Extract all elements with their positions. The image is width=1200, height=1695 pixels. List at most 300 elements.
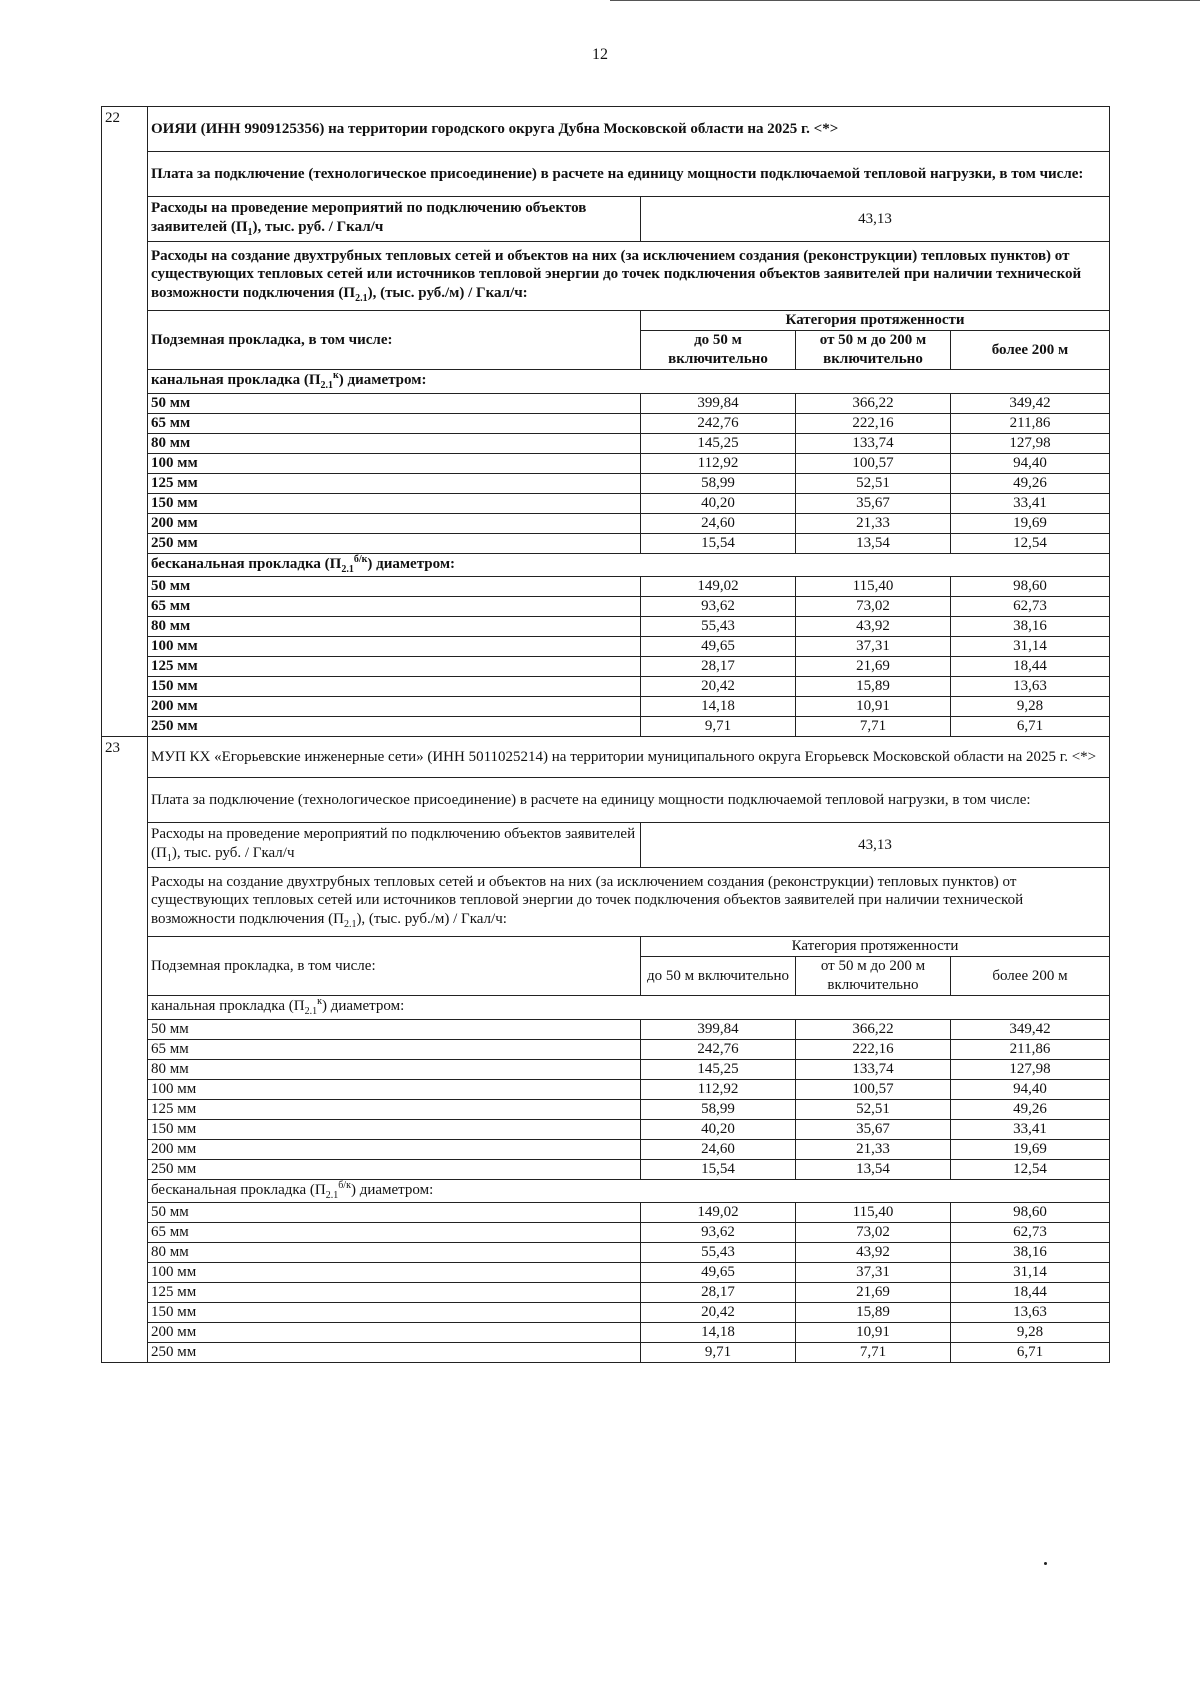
table-row bbox=[102, 1343, 1110, 1363]
value-text: 43,92 bbox=[856, 1244, 890, 1261]
diameter-cell bbox=[148, 1343, 641, 1363]
value-cell bbox=[796, 1139, 951, 1159]
value-text: 55,43 bbox=[701, 618, 735, 635]
value-cell bbox=[951, 697, 1110, 717]
value-cell bbox=[796, 413, 951, 433]
value-text: 222,16 bbox=[852, 414, 894, 431]
value-text: 349,42 bbox=[1009, 394, 1051, 411]
value-cell bbox=[796, 533, 951, 553]
value-text: 12,54 bbox=[1013, 534, 1047, 551]
value-cell bbox=[641, 1303, 796, 1323]
value-cell bbox=[951, 1059, 1110, 1079]
value-text: 35,67 bbox=[856, 494, 890, 511]
diameter-text: 125 мм bbox=[151, 1284, 197, 1301]
table-row bbox=[102, 393, 1110, 413]
value-text: 58,99 bbox=[701, 474, 735, 491]
value-text: 31,14 bbox=[1013, 638, 1047, 655]
value-cell bbox=[951, 617, 1110, 637]
group-label-part: ) диаметром: bbox=[338, 372, 427, 388]
category-row bbox=[102, 311, 1110, 331]
value-cell bbox=[951, 1323, 1110, 1343]
p1-subscript: 1 bbox=[247, 226, 253, 238]
group-superscript: б/к bbox=[338, 1179, 351, 1191]
value-cell bbox=[796, 513, 951, 533]
diameter-text: 125 мм bbox=[151, 1100, 197, 1117]
diameter-cell bbox=[148, 513, 641, 533]
diameter-cell bbox=[148, 637, 641, 657]
value-cell bbox=[951, 1283, 1110, 1303]
diameter-text: 65 мм bbox=[151, 598, 191, 615]
value-cell bbox=[641, 1139, 796, 1159]
value-text: 15,89 bbox=[856, 678, 890, 695]
diameter-text: 80 мм bbox=[151, 434, 191, 451]
diameter-text: 80 мм bbox=[151, 1244, 189, 1261]
value-text: 52,51 bbox=[856, 474, 890, 491]
section-header-row bbox=[102, 737, 1110, 778]
value-cell bbox=[951, 1159, 1110, 1179]
tariff-table bbox=[101, 106, 1110, 1363]
value-text: 145,25 bbox=[697, 434, 739, 451]
column-header bbox=[951, 957, 1110, 996]
value-cell bbox=[641, 1019, 796, 1039]
value-text: 18,44 bbox=[1013, 1284, 1047, 1301]
table-row bbox=[102, 1079, 1110, 1099]
nochannel-group-label bbox=[148, 1179, 1110, 1203]
diameter-cell bbox=[148, 1243, 641, 1263]
fee-description-text: Плата за подключение (технологическое присоединение) в расчете на единицу мощности подключаемой тепловой нагрузки, в том числе: bbox=[151, 791, 1031, 808]
value-cell bbox=[641, 493, 796, 513]
value-text: 349,42 bbox=[1009, 1020, 1051, 1037]
value-text: 112,92 bbox=[697, 454, 739, 471]
value-text: 9,71 bbox=[704, 1344, 732, 1361]
group-row bbox=[102, 553, 1110, 577]
value-text: 13,63 bbox=[1013, 1304, 1047, 1321]
category-header bbox=[641, 937, 1110, 957]
value-cell bbox=[796, 493, 951, 513]
diameter-cell bbox=[148, 1283, 641, 1303]
value-text: 10,91 bbox=[856, 1324, 890, 1341]
value-text: 10,91 bbox=[856, 698, 890, 715]
value-cell bbox=[796, 677, 951, 697]
diameter-text: 65 мм bbox=[151, 414, 191, 431]
nochannel-group-label bbox=[148, 553, 1110, 577]
table-row bbox=[102, 453, 1110, 473]
diameter-text: 200 мм bbox=[151, 1324, 197, 1341]
value-text: 73,02 bbox=[856, 598, 890, 615]
category-header-text: Категория протяженности bbox=[785, 312, 965, 329]
diameter-text: 200 мм bbox=[151, 698, 198, 715]
table-row bbox=[102, 1263, 1110, 1283]
diameter-cell bbox=[148, 1323, 641, 1343]
diameter-cell bbox=[148, 1059, 641, 1079]
p1-label bbox=[148, 823, 641, 868]
diameter-cell bbox=[148, 717, 641, 737]
value-cell bbox=[951, 1203, 1110, 1223]
table-row bbox=[102, 493, 1110, 513]
table-row bbox=[102, 637, 1110, 657]
table-row bbox=[102, 717, 1110, 737]
value-cell bbox=[641, 637, 796, 657]
value-cell bbox=[796, 1099, 951, 1119]
diameter-text: 100 мм bbox=[151, 638, 198, 655]
group-superscript: к bbox=[333, 370, 339, 381]
diameter-text: 200 мм bbox=[151, 1140, 197, 1157]
value-text: 12,54 bbox=[1013, 1160, 1047, 1177]
table-row bbox=[102, 1119, 1110, 1139]
diameter-text: 50 мм bbox=[151, 1020, 189, 1037]
value-cell bbox=[796, 393, 951, 413]
value-text: 13,54 bbox=[856, 534, 890, 551]
underground-label bbox=[148, 937, 641, 996]
value-cell bbox=[951, 1099, 1110, 1119]
value-text: 149,02 bbox=[697, 1204, 739, 1221]
diameter-cell bbox=[148, 1263, 641, 1283]
diameter-text: 50 мм bbox=[151, 394, 191, 411]
value-text: 13,63 bbox=[1013, 678, 1047, 695]
table-row bbox=[102, 1243, 1110, 1263]
value-text: 37,31 bbox=[856, 638, 890, 655]
group-subscript: 2.1 bbox=[304, 1006, 318, 1017]
value-text: 55,43 bbox=[701, 1244, 735, 1261]
value-text: 38,16 bbox=[1013, 618, 1047, 635]
p1-row bbox=[102, 823, 1110, 868]
fee-description bbox=[148, 152, 1110, 197]
diameter-cell bbox=[148, 1159, 641, 1179]
value-cell bbox=[796, 617, 951, 637]
p2-description-part: ), (тыс. руб./м) / Гкал/ч: bbox=[367, 285, 528, 301]
value-text: 58,99 bbox=[701, 1100, 735, 1117]
p1-value-text: 43,13 bbox=[858, 836, 892, 853]
diameter-cell bbox=[148, 1019, 641, 1039]
value-text: 35,67 bbox=[856, 1120, 890, 1137]
value-cell bbox=[796, 1019, 951, 1039]
value-cell bbox=[641, 617, 796, 637]
diameter-text: 100 мм bbox=[151, 454, 198, 471]
value-text: 127,98 bbox=[1009, 1060, 1051, 1077]
value-cell bbox=[951, 533, 1110, 553]
value-text: 9,28 bbox=[1016, 698, 1044, 715]
p2-subscript: 2.1 bbox=[343, 919, 357, 930]
organization-title-text: ОИЯИ (ИНН 9909125356) на территории городского округа Дубна Московской области на 2025 г. <*> bbox=[151, 120, 839, 137]
fee-row bbox=[102, 778, 1110, 823]
value-text: 93,62 bbox=[701, 598, 735, 615]
table-row bbox=[102, 597, 1110, 617]
diameter-cell bbox=[148, 413, 641, 433]
diameter-text: 125 мм bbox=[151, 658, 198, 675]
value-text: 62,73 bbox=[1013, 598, 1047, 615]
diameter-text: 250 мм bbox=[151, 718, 198, 735]
group-label-part: бесканальная прокладка (П bbox=[151, 555, 342, 572]
value-text: 19,69 bbox=[1013, 514, 1047, 531]
diameter-text: 50 мм bbox=[151, 1204, 189, 1221]
diameter-cell bbox=[148, 677, 641, 697]
p2-description-part: Расходы на создание двухтрубных тепловых сетей и объектов на них (за исключением создания (реконструкции) тепловых пунктов) от существующих тепловых сетей или источников тепловой энергии до точек подключения объектов заявителей при наличии технической возможности подключения (П bbox=[151, 873, 1024, 927]
value-cell bbox=[796, 1303, 951, 1323]
value-cell bbox=[951, 597, 1110, 617]
value-cell bbox=[796, 453, 951, 473]
value-cell bbox=[796, 1159, 951, 1179]
p1-value-text: 43,13 bbox=[858, 210, 892, 227]
diameter-text: 65 мм bbox=[151, 1224, 189, 1241]
page-number: 12 bbox=[592, 46, 608, 63]
p1-label-part: Расходы на проведение мероприятий по подключению объектов заявителей (П bbox=[151, 825, 636, 861]
value-text: 7,71 bbox=[859, 1344, 887, 1361]
p2-description bbox=[148, 868, 1110, 937]
diameter-text: 50 мм bbox=[151, 578, 191, 595]
p1-label bbox=[148, 197, 641, 242]
column-header-text: до 50 м включительно bbox=[668, 332, 768, 367]
diameter-cell bbox=[148, 1079, 641, 1099]
organization-title bbox=[148, 107, 1110, 152]
diameter-cell bbox=[148, 1099, 641, 1119]
value-cell bbox=[641, 577, 796, 597]
diameter-text: 150 мм bbox=[151, 1304, 197, 1321]
value-cell bbox=[796, 1203, 951, 1223]
table-row bbox=[102, 1323, 1110, 1343]
table-row bbox=[102, 1099, 1110, 1119]
group-subscript: 2.1 bbox=[341, 563, 354, 575]
value-text: 145,25 bbox=[697, 1060, 739, 1077]
value-cell bbox=[641, 1243, 796, 1263]
underground-label-text: Подземная прокладка, в том числе: bbox=[151, 957, 376, 974]
value-text: 62,73 bbox=[1013, 1224, 1047, 1241]
group-superscript: к bbox=[317, 996, 322, 1007]
table-row bbox=[102, 473, 1110, 493]
value-cell bbox=[641, 1323, 796, 1343]
value-text: 112,92 bbox=[697, 1080, 739, 1097]
value-text: 100,57 bbox=[852, 454, 894, 471]
value-cell bbox=[951, 1343, 1110, 1363]
value-text: 93,62 bbox=[701, 1224, 735, 1241]
table-row bbox=[102, 433, 1110, 453]
value-cell bbox=[951, 513, 1110, 533]
value-cell bbox=[641, 1099, 796, 1119]
value-cell bbox=[796, 577, 951, 597]
value-text: 222,16 bbox=[852, 1040, 894, 1057]
value-text: 6,71 bbox=[1016, 718, 1044, 735]
value-cell bbox=[641, 513, 796, 533]
column-header-text: более 200 м bbox=[991, 341, 1069, 358]
diameter-text: 65 мм bbox=[151, 1040, 189, 1057]
table-row bbox=[102, 1139, 1110, 1159]
top-rule bbox=[610, 0, 1200, 1]
value-text: 15,54 bbox=[701, 1160, 735, 1177]
value-cell bbox=[796, 597, 951, 617]
value-text: 9,28 bbox=[1016, 1324, 1044, 1341]
diameter-cell bbox=[148, 1303, 641, 1323]
value-cell bbox=[951, 677, 1110, 697]
value-cell bbox=[951, 717, 1110, 737]
value-text: 49,65 bbox=[701, 1264, 735, 1281]
value-cell bbox=[951, 433, 1110, 453]
value-cell bbox=[951, 1303, 1110, 1323]
channel-group-label bbox=[148, 996, 1110, 1020]
table-row bbox=[102, 617, 1110, 637]
category-header-text: Категория протяженности bbox=[791, 938, 959, 955]
diameter-text: 100 мм bbox=[151, 1080, 197, 1097]
column-header bbox=[641, 331, 796, 370]
value-cell bbox=[641, 697, 796, 717]
diameter-text: 80 мм bbox=[151, 1060, 189, 1077]
group-label-part: ) диаметром: bbox=[321, 998, 405, 1014]
value-cell bbox=[641, 1263, 796, 1283]
diameter-cell bbox=[148, 577, 641, 597]
value-text: 399,84 bbox=[697, 1020, 739, 1037]
table-row bbox=[102, 533, 1110, 553]
value-cell bbox=[951, 637, 1110, 657]
value-text: 49,65 bbox=[701, 638, 735, 655]
p2-row bbox=[102, 868, 1110, 937]
value-text: 115,40 bbox=[852, 578, 894, 595]
value-cell bbox=[796, 1243, 951, 1263]
group-subscript: 2.1 bbox=[325, 1189, 339, 1201]
diameter-text: 250 мм bbox=[151, 1160, 197, 1177]
value-cell bbox=[641, 677, 796, 697]
value-cell bbox=[796, 1223, 951, 1243]
p2-subscript: 2.1 bbox=[355, 293, 368, 304]
value-cell bbox=[951, 1079, 1110, 1099]
column-header bbox=[951, 331, 1110, 370]
column-header-text: от 50 м до 200 м включительно bbox=[819, 332, 927, 367]
fee-row bbox=[102, 152, 1110, 197]
value-text: 40,20 bbox=[701, 1120, 735, 1137]
category-header bbox=[641, 311, 1110, 331]
value-text: 28,17 bbox=[701, 1284, 735, 1301]
value-text: 100,57 bbox=[852, 1080, 894, 1097]
value-text: 49,26 bbox=[1013, 474, 1047, 491]
diameter-cell bbox=[148, 617, 641, 637]
value-cell bbox=[951, 453, 1110, 473]
diameter-cell bbox=[148, 493, 641, 513]
diameter-cell bbox=[148, 1039, 641, 1059]
value-cell bbox=[796, 1263, 951, 1283]
organization-title-text: МУП КХ «Егорьевские инженерные сети» (ИНН 5011025214) на территории муниципального округа Егорьевск Московской области на 2025 г. <*> bbox=[151, 748, 1097, 765]
table-row bbox=[102, 577, 1110, 597]
table-row bbox=[102, 1203, 1110, 1223]
value-cell bbox=[951, 1243, 1110, 1263]
diameter-cell bbox=[148, 697, 641, 717]
value-text: 18,44 bbox=[1013, 658, 1047, 675]
table-row bbox=[102, 1019, 1110, 1039]
value-text: 21,69 bbox=[856, 658, 890, 675]
category-row bbox=[102, 937, 1110, 957]
value-text: 19,69 bbox=[1013, 1140, 1047, 1157]
value-text: 366,22 bbox=[852, 1020, 894, 1037]
value-cell bbox=[641, 1203, 796, 1223]
value-text: 6,71 bbox=[1016, 1344, 1044, 1361]
table-row bbox=[102, 1039, 1110, 1059]
column-header-text: до 50 м включительно bbox=[646, 967, 789, 984]
value-text: 43,92 bbox=[856, 618, 890, 635]
value-text: 24,60 bbox=[701, 514, 735, 531]
table-row bbox=[102, 413, 1110, 433]
value-text: 127,98 bbox=[1009, 434, 1051, 451]
value-text: 21,33 bbox=[856, 514, 890, 531]
group-subscript: 2.1 bbox=[320, 380, 334, 391]
value-text: 399,84 bbox=[697, 394, 739, 411]
value-text: 24,60 bbox=[701, 1140, 735, 1157]
p2-row bbox=[102, 242, 1110, 311]
value-cell bbox=[641, 1059, 796, 1079]
group-superscript: б/к bbox=[353, 553, 368, 565]
value-cell bbox=[796, 1323, 951, 1343]
p1-label-part: ), тыс. руб. / Гкал/ч bbox=[171, 844, 295, 861]
value-text: 33,41 bbox=[1013, 1120, 1047, 1137]
value-cell bbox=[796, 1059, 951, 1079]
organization-title bbox=[148, 737, 1110, 778]
value-text: 14,18 bbox=[701, 698, 735, 715]
p1-label-part: ), тыс. руб. / Гкал/ч bbox=[252, 218, 384, 235]
diameter-text: 200 мм bbox=[151, 514, 198, 531]
value-text: 98,60 bbox=[1013, 578, 1047, 595]
channel-group-label bbox=[148, 370, 1110, 394]
value-text: 13,54 bbox=[856, 1160, 890, 1177]
p2-description-part: Расходы на создание двухтрубных тепловых сетей и объектов на них (за исключением создания (реконструкции) тепловых пунктов) от существующих тепловых сетей или источников тепловой энергии до точек подключения объектов заявителей при наличии технической возможности подключения (П bbox=[151, 247, 1082, 301]
value-text: 115,40 bbox=[852, 1204, 894, 1221]
value-text: 20,42 bbox=[701, 678, 735, 695]
p1-row bbox=[102, 197, 1110, 242]
diameter-text: 150 мм bbox=[151, 494, 198, 511]
p2-description bbox=[148, 242, 1110, 311]
stray-dot bbox=[1044, 1562, 1047, 1565]
value-cell bbox=[796, 473, 951, 493]
value-cell bbox=[951, 473, 1110, 493]
diameter-cell bbox=[148, 433, 641, 453]
value-cell bbox=[951, 413, 1110, 433]
value-text: 94,40 bbox=[1013, 1080, 1047, 1097]
diameter-cell bbox=[148, 473, 641, 493]
value-text: 31,14 bbox=[1013, 1264, 1047, 1281]
diameter-text: 250 мм bbox=[151, 1344, 197, 1361]
diameter-text: 125 мм bbox=[151, 474, 198, 491]
value-cell bbox=[796, 1119, 951, 1139]
value-cell bbox=[951, 1039, 1110, 1059]
table-row bbox=[102, 1283, 1110, 1303]
group-label-part: канальная прокладка (П bbox=[151, 372, 321, 388]
section-number-text: 23 bbox=[105, 740, 120, 756]
diameter-text: 100 мм bbox=[151, 1264, 197, 1281]
column-header-text: от 50 м до 200 м включительно bbox=[820, 958, 926, 993]
value-cell bbox=[796, 433, 951, 453]
value-cell bbox=[951, 1019, 1110, 1039]
group-row bbox=[102, 996, 1110, 1020]
value-text: 211,86 bbox=[1009, 414, 1051, 431]
value-cell bbox=[641, 1223, 796, 1243]
table-row bbox=[102, 1223, 1110, 1243]
value-text: 15,89 bbox=[856, 1304, 890, 1321]
value-cell bbox=[796, 657, 951, 677]
value-text: 37,31 bbox=[856, 1264, 890, 1281]
value-text: 28,17 bbox=[701, 658, 735, 675]
fee-description-text: Плата за подключение (технологическое присоединение) в расчете на единицу мощности подключаемой тепловой нагрузки, в том числе: bbox=[151, 165, 1084, 182]
table-row bbox=[102, 657, 1110, 677]
value-cell bbox=[951, 1139, 1110, 1159]
column-header bbox=[641, 957, 796, 996]
value-cell bbox=[951, 577, 1110, 597]
diameter-cell bbox=[148, 1139, 641, 1159]
value-cell bbox=[641, 1079, 796, 1099]
group-label-part: ) диаметром: bbox=[350, 1181, 434, 1198]
value-cell bbox=[951, 1263, 1110, 1283]
value-cell bbox=[796, 1079, 951, 1099]
diameter-cell bbox=[148, 657, 641, 677]
diameter-text: 150 мм bbox=[151, 1120, 197, 1137]
diameter-cell bbox=[148, 1223, 641, 1243]
section-number bbox=[102, 737, 148, 1363]
p1-subscript: 1 bbox=[166, 852, 172, 864]
value-cell bbox=[641, 473, 796, 493]
diameter-cell bbox=[148, 1119, 641, 1139]
